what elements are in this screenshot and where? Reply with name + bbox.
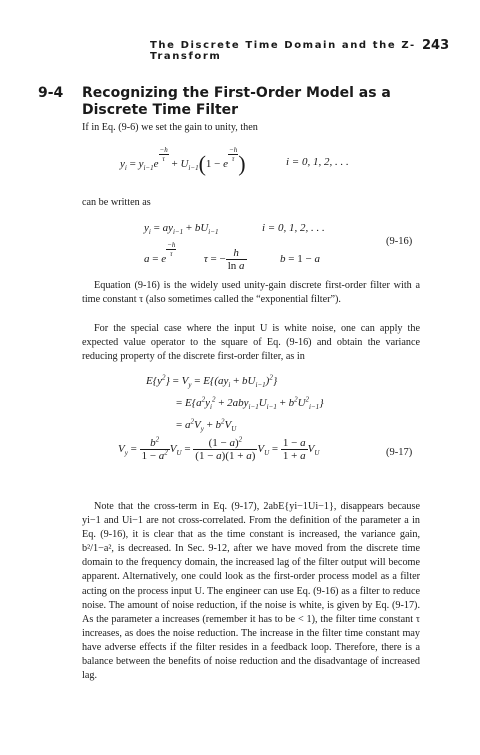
- equation-9-17: $V_y$ = $\frac{b^2}{1 - a^2}$ $V_U$ = $\frac{(1 - a)^2}{(1 - a)(1 + a)}$ $V_U$ = $\frac{1 - a}{1 + a}$ $V_U$: [118, 435, 320, 462]
- equation-number-9-16: (9-16): [386, 236, 413, 247]
- equation-9-16-line-1: $y_i = ay_{i-1} + bU_{i-1}$: [144, 222, 219, 237]
- equation-1-index: i = 0, 1, 2, . . .: [286, 156, 349, 168]
- paragraph-rewrite: can be written as: [82, 197, 151, 208]
- equation-number-9-17: (9-17): [386, 447, 413, 458]
- section-title: Recognizing the First-Order Model as a Discrete Time Filter: [82, 85, 391, 118]
- paragraph-filter-definition: Equation (9-16) is the widely used unity-gain discrete first-order filter with a time constant τ (also sometimes called the “exponential filter”).: [82, 280, 420, 306]
- page-number: 243: [422, 38, 450, 53]
- paragraph-white-noise: For the special case where the input U is white noise, one can apply the expected value operator to the square of Eq. (9-16) and obtain the variance reducing property of the discrete first-order filter, as in: [82, 323, 420, 363]
- equation-variance-line-2: = $E\{a^2y_i^2 + 2aby_{i-1}U_{i-1} + b^2U^2_{i-1}\}$: [176, 395, 324, 412]
- running-head: The Discrete Time Domain and the Z-Transform: [150, 40, 416, 62]
- paragraph-discussion: Note that the cross-term in Eq. (9-17), 2abE{yi−1Ui−1}, disappears because yi−1 and Ui−1 are not cross-correlated. From the definition of the parameter a in Eq. (9-16), it is clear that as the time constant is increased, the variance gain, b²/1−a², is decreased. In Sec. 9-12, after we have moved from the discrete time domain to the frequency domain, the increased lag of the filter output will become apparent. Alternatively, one could look as the first-order process model as a filter acting on the process input U. The engineer can use Eq. (9-16) as a filter to reduce noise. The amount of noise reduction, if the noise is white, is given by Eq. (9-17). As the parameter a increases (remember it has to be < 1), the filter time constant τ increases, as does the noise reduction. The increase in the filter time constant may have adverse effects if the filter resides in a feedback loop. Therefore, there is a balance between the benefits of noise reduction and the disadvantage of increased lag.: [82, 501, 420, 682]
- equation-2-index: i = 0, 1, 2, . . .: [262, 222, 325, 234]
- equation-first-order: $y_i = y_{i-1}e$ $\frac{-h}{\tau}$ + $U_{i-1}(1 - e$ $\frac{-h}{\tau}$ ): [120, 146, 246, 176]
- equation-variance-line-1: $E\{y^2\} = V_y = E\{(ay_i + bU_{i-1})^2\}$: [146, 373, 278, 390]
- equation-9-16-line-2: a = e $\frac{-h}{\tau}$ τ = − $\frac{h}{\text{ln a}}$ b = 1 − a: [144, 241, 320, 272]
- paragraph-intro: If in Eq. (9-6) we set the gain to unity, then: [82, 122, 258, 133]
- section-number: 9-4: [38, 85, 64, 101]
- equation-variance-line-3: = $a^2V_y + b^2V_U$: [176, 417, 237, 434]
